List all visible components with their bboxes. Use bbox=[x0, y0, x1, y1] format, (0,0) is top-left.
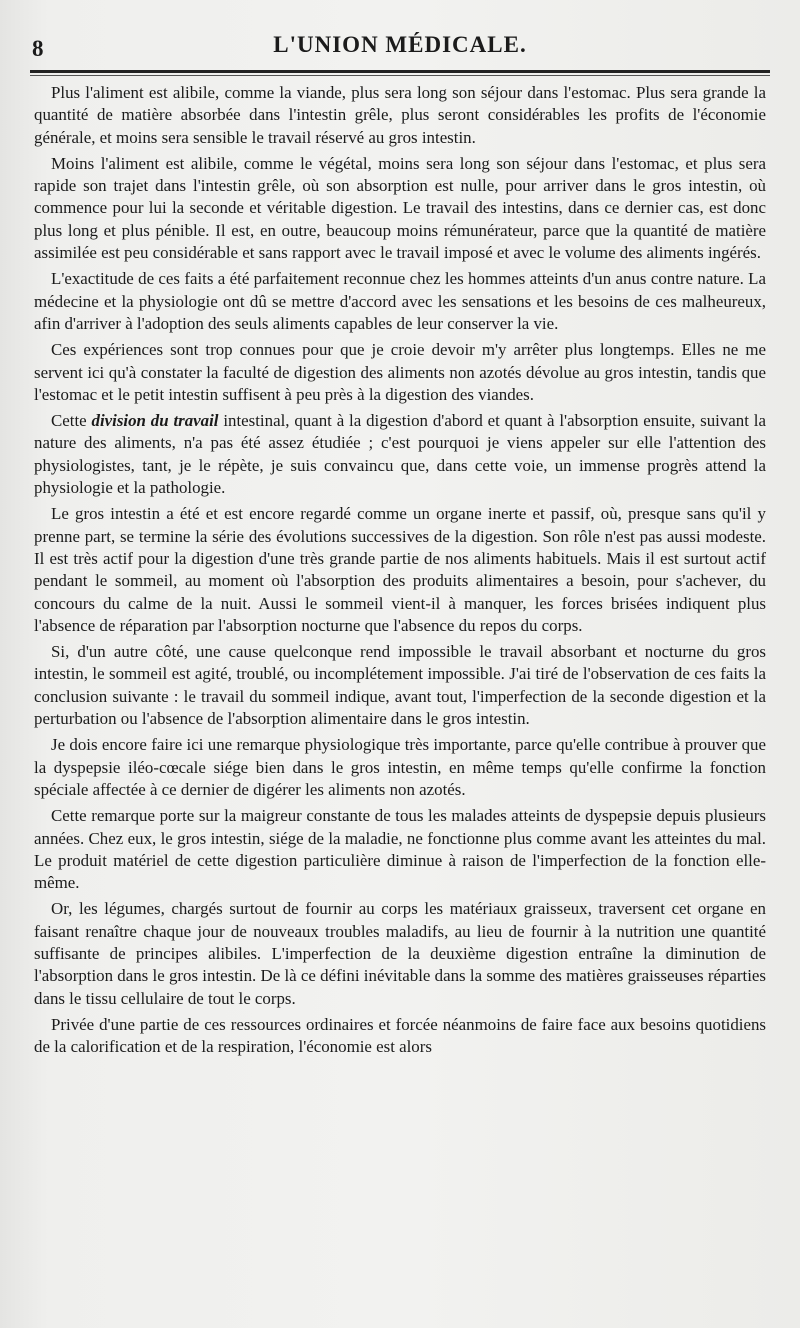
paragraph-7: Si, d'un autre côté, une cause quelconque rend impossible le travail absorbant et nocturne du gros intestin, le sommeil est agité, troublé, ou incomplétement impossible. J'ai tiré de l'observation de ces faits la conclusion suivante : le travail du sommeil indique, avant tout, l'imperfection de la seconde digestion et la perturbation ou l'absence de l'absorption alimentaire dans le gros intestin. bbox=[34, 642, 766, 729]
paragraph-8: Je dois encore faire ici une remarque physiologique très importante, parce qu'elle contribue à prouver que la dyspepsie iléo-cœcale siége bien dans le gros intestin, en même temps qu'elle confirme la fonction spéciale affectée à ce dernier de digérer les aliments non azotés. bbox=[34, 735, 766, 799]
paragraph-2: Moins l'aliment est alibile, comme le végétal, moins sera long son séjour dans l'estomac, et plus sera rapide son trajet dans l'intestin grêle, où son absorption est nulle, pour arriver dans le gros intestin, où commence pour lui la seconde et véritable digestion. Le travail des intestins, dans ce dernier cas, est donc plus long et plus pénible. Il est, en outre, beaucoup moins rémunérateur, parce que la quantité de matière assimilée est peu considérable et sans rapport avec le travail imposé et avec le volume des aliments ingérés. bbox=[34, 153, 766, 263]
paragraph-11: Privée d'une partie de ces ressources ordinaires et forcée néanmoins de faire face aux besoins quotidiens de la calorification et de la respiration, l'économie est alors bbox=[34, 1014, 766, 1057]
page-number: 8 bbox=[32, 36, 44, 61]
paragraph-5 bbox=[34, 410, 766, 499]
paragraph-9: Cette remarque porte sur la maigreur constante de tous les malades atteints de dyspepsie depuis plusieurs années. Chez eux, le gros intestin, siége de la maladie, ne fonctionne plus comme avant les atteintes du mal. Le produit matériel de cette digestion particulière diminue à raison de l'imperfection de la fonction elle-même. bbox=[34, 806, 766, 893]
paragraph-1: Plus l'aliment est alibile, comme la viande, plus sera long son séjour dans l'estomac. Plus sera grande la quantité de matière absorbée dans l'intestin grêle, plus seront considérables les profits de l'économie générale, et moins sera sensible le travail réservé au gros intestin. bbox=[34, 83, 766, 147]
paragraph-6: Le gros intestin a été et est encore regardé comme un organe inerte et passif, où, presque sans qu'il y prenne part, se termine la série des évolutions successives de la digestion. Son rôle n'est pas aussi modeste. Il est très actif pour la digestion d'une très grande partie de nos aliments habituels. Mais il est surtout actif pendant le sommeil, au moment où l'absorption des produits alimentaires a besoin, pour s'achever, du concours du calme de la nuit. Aussi le sommeil vient-il à manquer, les forces brisées indiquent plus l'absence de réparation par l'absorption nocturne que l'absence du repos du corps. bbox=[34, 504, 766, 635]
paragraph-4: Ces expériences sont trop connues pour que je croie devoir m'y arrêter plus longtemps. Elles ne me servent ici qu'à constater la faculté de digestion des aliments non azotés dévolue au gros intestin, tandis que l'estomac et le petit intestin suffisent à peu près à la digestion des viandes. bbox=[34, 340, 766, 404]
paragraph-10: Or, les légumes, chargés surtout de fournir au corps les matériaux graisseux, traversent cet organe en faisant renaître chaque jour de nouveaux troubles maladifs, au lieu de fournir à la nutrition une quantité suffisante de principes alibiles. L'imperfection de la deuxième digestion entraîne la diminution de l'absorption dans le gros intestin. De là ce défini inévitable dans la somme des matières graisseuses réparties dans le tissu cellulaire de tout le corps. bbox=[34, 899, 766, 1008]
article-body bbox=[34, 82, 766, 1058]
paragraph-3: L'exactitude de ces faits a été parfaitement reconnue chez les hommes atteints d'un anus contre nature. La médecine et la physiologie ont dû se mettre d'accord avec les sensations et les besoins de ces malheureux, afin d'arriver à l'adoption des seuls aliments capables de leur conserver la vie. bbox=[34, 269, 766, 333]
running-title: L'UNION MÉDICALE. bbox=[273, 32, 527, 57]
paragraph-5-text: intestinal, quant à la digestion d'abord et quant à l'absorption ensuite, suivant la nature des aliments, n'a pas été assez étudiée ; c'est pourquoi je viens appeler sur elle l'attention des physiologistes, tant, je le répète, je suis convaincu que, dans cette voie, un immense progrès attend la physiologie et la pathologie. bbox=[34, 411, 766, 498]
emphasized-phrase: division du travail bbox=[91, 411, 219, 431]
header-rule-thin bbox=[30, 75, 770, 76]
paragraph-5-lead: Cette bbox=[51, 411, 87, 431]
header-rule bbox=[30, 70, 770, 73]
page-header bbox=[0, 24, 800, 60]
